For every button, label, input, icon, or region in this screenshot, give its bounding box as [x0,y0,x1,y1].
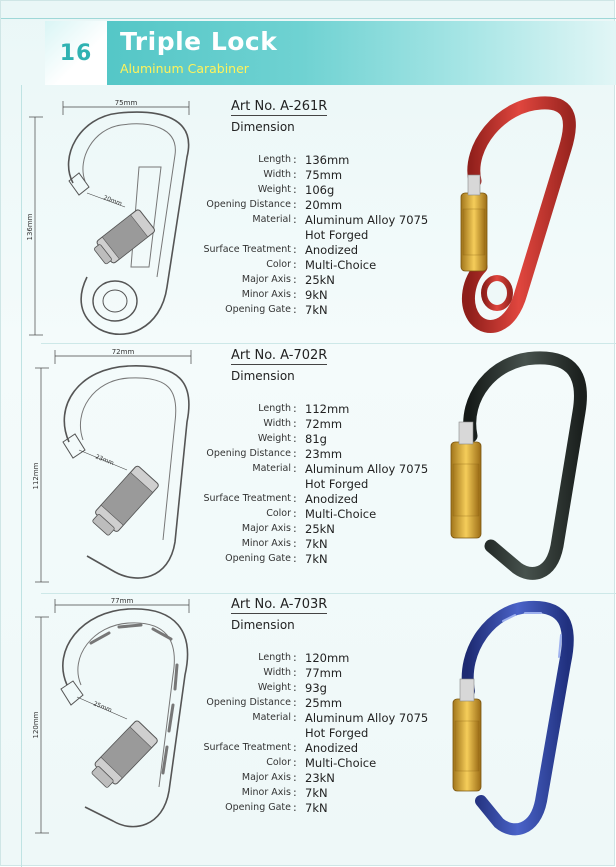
section-separator [41,593,616,594]
spec-row-material-2: Hot Forged [305,477,369,491]
carabiner-photo [441,97,591,347]
spec-row-minor-axis: Minor Axis : 7kN [241,537,328,551]
spec-row-material: Material : Aluminum Alloy 7075 [252,462,429,476]
carabiner-drawing [29,595,209,845]
spec-row-opening-distance: Opening Distance : 25mm [206,696,343,710]
spec-row-surface-treatment: Surface Treatment : Anodized [203,243,359,257]
gate-dim-label: 25mm [92,700,113,715]
height-dim-label: 112mm [32,462,40,490]
product-block [1,97,616,347]
spec-row-opening-gate: Opening Gate : 7kN [225,303,328,317]
spec-row-opening-distance: Opening Distance : 20mm [206,198,343,212]
gate-dim-label: 20mm [102,194,123,208]
spec-row-weight: Weight : 106g [257,183,335,197]
dimension-heading: Dimension [231,120,295,134]
carabiner-drawing [26,97,209,347]
spec-row-surface-treatment: Surface Treatment : Anodized [203,492,359,506]
spec-row-material-2: Hot Forged [305,228,369,242]
product-block [1,346,616,596]
spec-row-opening-gate: Opening Gate : 7kN [225,552,328,566]
spec-row-material-2: Hot Forged [305,726,369,740]
width-dim-label: 77mm [110,597,134,605]
page-number: 16 [59,40,93,66]
header-top-line [1,18,616,19]
spec-row-color: Color : Multi-Choice [266,756,377,770]
art-number: Art No. A-261R [231,99,328,114]
spec-row-minor-axis: Minor Axis : 9kN [241,288,328,302]
carabiner-drawing [29,346,209,596]
spec-row-minor-axis: Minor Axis : 7kN [241,786,328,800]
spec-row-major-axis: Major Axis : 25kN [241,522,335,536]
spec-row-width: Width : 77mm [263,666,343,680]
carabiner-photo [441,595,591,845]
spec-row-weight: Weight : 93g [257,681,327,695]
page-subtitle: Aluminum Carabiner [120,61,249,76]
page-title: Triple Lock [120,27,278,56]
spec-row-color: Color : Multi-Choice [266,507,377,521]
spec-row-width: Width : 72mm [263,417,343,431]
spec-row-color: Color : Multi-Choice [266,258,377,272]
height-dim-label: 120mm [32,711,40,739]
spec-row-surface-treatment: Surface Treatment : Anodized [203,741,359,755]
spec-row-material: Material : Aluminum Alloy 7075 [252,711,429,725]
dimension-heading: Dimension [231,369,295,383]
spec-row-opening-gate: Opening Gate : 7kN [225,801,328,815]
spec-row-length: Length : 120mm [258,651,350,665]
carabiner-photo [441,346,591,596]
page-number-box [45,21,107,85]
width-dim-label: 75mm [114,99,138,107]
spec-row-major-axis: Major Axis : 25kN [241,273,335,287]
dimension-heading: Dimension [231,618,295,632]
spec-row-length: Length : 112mm [258,402,350,416]
art-number: Art No. A-702R [231,348,328,363]
spec-row-material: Material : Aluminum Alloy 7075 [252,213,429,227]
section-separator [41,343,616,344]
spec-row-length: Length : 136mm [258,153,350,167]
width-dim-label: 72mm [111,348,135,356]
height-dim-label: 136mm [26,213,34,241]
gate-dim-label: 23mm [94,453,115,468]
spec-row-weight: Weight : 81g [257,432,327,446]
spec-row-opening-distance: Opening Distance : 23mm [206,447,343,461]
spec-row-width: Width : 75mm [263,168,343,182]
product-block [1,595,616,845]
art-number: Art No. A-703R [231,597,328,612]
spec-row-major-axis: Major Axis : 23kN [241,771,335,785]
